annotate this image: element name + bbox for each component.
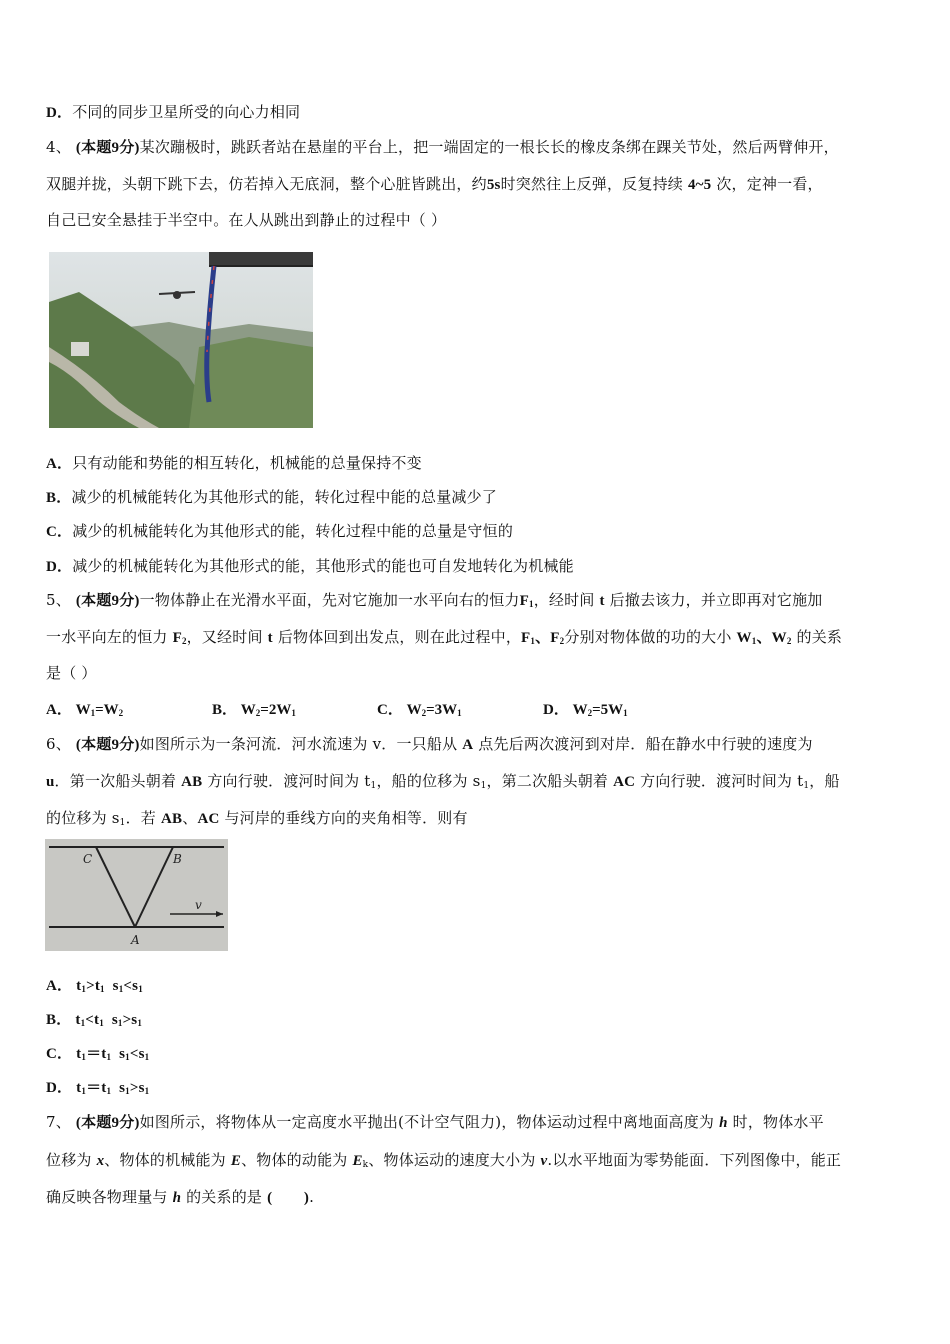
q4-stem-line-1: 4、 (本题9分)某次蹦极时，跳跃者站在悬崖的平台上，把一端固定的一根长长的橡皮条绑在踝关节处，然后两臂伸开， [46, 138, 839, 156]
q6-option-c: C． $t_1=t_1$ $s_1<s_1$ [46, 1046, 150, 1062]
q4-option-c: C．减少的机械能转化为其他形式的能，转化过程中能的总量是守恒的 [46, 522, 514, 540]
q5-option-c: C． $W_2=3W_1$ [377, 702, 462, 718]
q5-stem-line-2: 一水平向左的恒力 $F_2$，又经时间 t 后物体回到出发点，则在此过程中，$F_1$、$F_2$分别对物体做的功的大小 $W_1$、$W_2$ 的关系 [46, 628, 843, 646]
q7-stem-line-1: 7、 (本题9分)如图所示，将物体从一定高度水平抛出(不计空气阻力)，物体运动过程中离地面高度为 h 时，物体水平 [46, 1113, 824, 1131]
q5-option-b: B． $W_2=2W_1$ [212, 702, 296, 718]
q7-stem-line-3: 确反映各物理量与 h 的关系的是 ( ). [46, 1188, 315, 1206]
q5-option-a: A． $W_1=W_2$ [46, 702, 124, 718]
q4-option-b: B．减少的机械能转化为其他形式的能，转化过程中能的总量减少了 [46, 488, 498, 506]
bungee-jump-photo [49, 252, 313, 428]
label-c: C [83, 852, 93, 866]
q5-options [46, 700, 906, 720]
q6-stem-line-3: 的位移为 $s_1$．若 AB、AC 与河岸的垂线方向的夹角相等．则有 [46, 809, 468, 828]
label-a: A [131, 933, 140, 947]
river-crossing-diagram [45, 839, 228, 951]
q4-option-a: A．只有动能和势能的相互转化，机械能的总量保持不变 [46, 454, 422, 472]
label-b: B [173, 852, 182, 866]
q4-stem-line-3: 自己已安全悬挂于半空中。在人从跳出到静止的过程中（ ） [46, 211, 447, 229]
label-v: v [195, 898, 202, 912]
q4-stem-line-2: 双腿并拢，头朝下跳下去，仿若掉入无底洞，整个心脏皆跳出，约5s时突然往上反弹，反复持续 4~5 次，定神一看， [46, 175, 823, 193]
q5-stem-line-1: 5、 (本题9分)一物体静止在光滑水平面，先对它施加一水平向右的恒力$F_1$，经时间 t 后撤去该力，并立即再对它施加 [46, 591, 823, 609]
q6-option-b: B． $t_1<t_1$ $s_1>s_1$ [46, 1012, 143, 1028]
q6-option-d: D． $t_1=t_1$ $s_1>s_1$ [46, 1080, 150, 1096]
q5-stem-line-3: 是（ ） [46, 664, 97, 682]
q3-option-d: D．不同的同步卫星所受的向心力相同 [46, 103, 301, 121]
q6-stem-line-2: u．第一次船头朝着 AB 方向行驶．渡河时间为 $t_1$，船的位移为 $s_1$，第二次船头朝着 AC 方向行驶．渡河时间为 $t_1$，船 [46, 772, 840, 791]
q4-option-d: D．减少的机械能转化为其他形式的能，其他形式的能也可自发地转化为机械能 [46, 557, 574, 575]
q7-stem-line-2: 位移为 x、物体的机械能为 E、物体的动能为 $E_k$、物体运动的速度大小为 v.以水平地面为零势能面．下列图像中，能正 [46, 1151, 842, 1170]
q5-option-d: D． $W_2=5W_1$ [543, 702, 628, 718]
q6-option-a: A． $t_1>t_1$ $s_1<s_1$ [46, 978, 143, 994]
q6-stem-line-1: 6、 (本题9分)如图所示为一条河流．河水流速为 v．一只船从 A 点先后两次渡河到对岸．船在静水中行驶的速度为 [46, 735, 813, 753]
